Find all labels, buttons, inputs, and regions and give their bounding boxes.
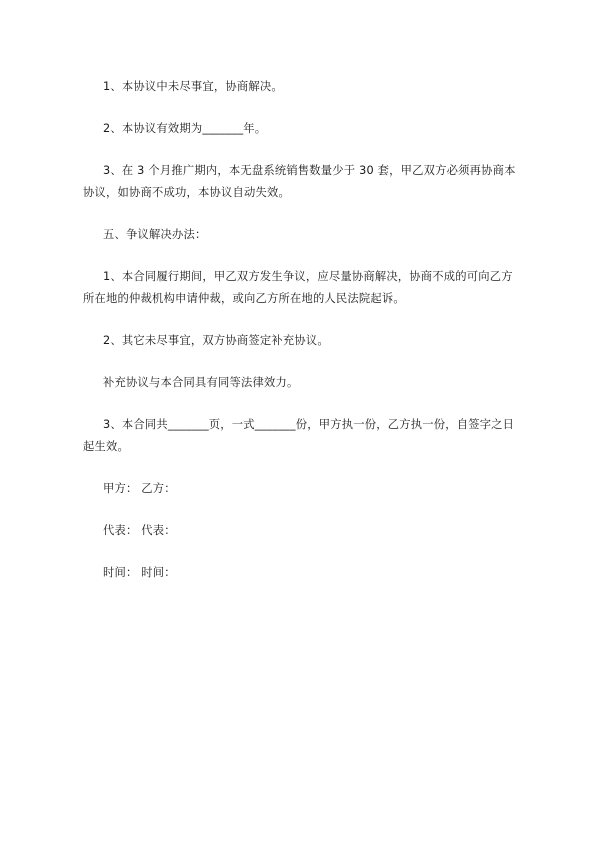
clause-supplementary-agreement: 2、其它未尽事宜，双方协商签定补充协议。	[103, 334, 329, 347]
document-body	[83, 76, 521, 604]
clause-equal-legal-effect: 补充协议与本合同具有同等法律效力。	[103, 376, 299, 389]
clause-copies-and-effect: 3、本合同共_______页，一式_______份，甲方执一份，乙方执一份，自签字之日起生效。	[83, 418, 515, 453]
clause-dispute-arbitration: 1、本合同履行期间，甲乙双方发生争议，应尽量协商解决，协商不成的可向乙方所在地的仲裁机构申请仲裁，或向乙方所在地的人民法院起诉。	[83, 270, 513, 305]
clause-promotion-period: 3、在 3 个月推广期内，本无盘系统销售数量少于 30 套，甲乙双方必须再协商本协议，如协商不成功，本协议自动失效。	[83, 164, 516, 199]
clause-validity-period: 2、本协议有效期为_______年。	[103, 122, 267, 135]
signature-party-line: 甲方： 乙方：	[103, 482, 176, 495]
signature-date-line: 时间： 时间：	[103, 566, 176, 579]
signature-representative-line: 代表： 代表：	[103, 524, 176, 537]
section-heading-dispute-resolution: 五、争议解决办法：	[103, 228, 207, 241]
clause-unresolved-matters: 1、本协议中未尽事宜，协商解决。	[103, 80, 283, 93]
